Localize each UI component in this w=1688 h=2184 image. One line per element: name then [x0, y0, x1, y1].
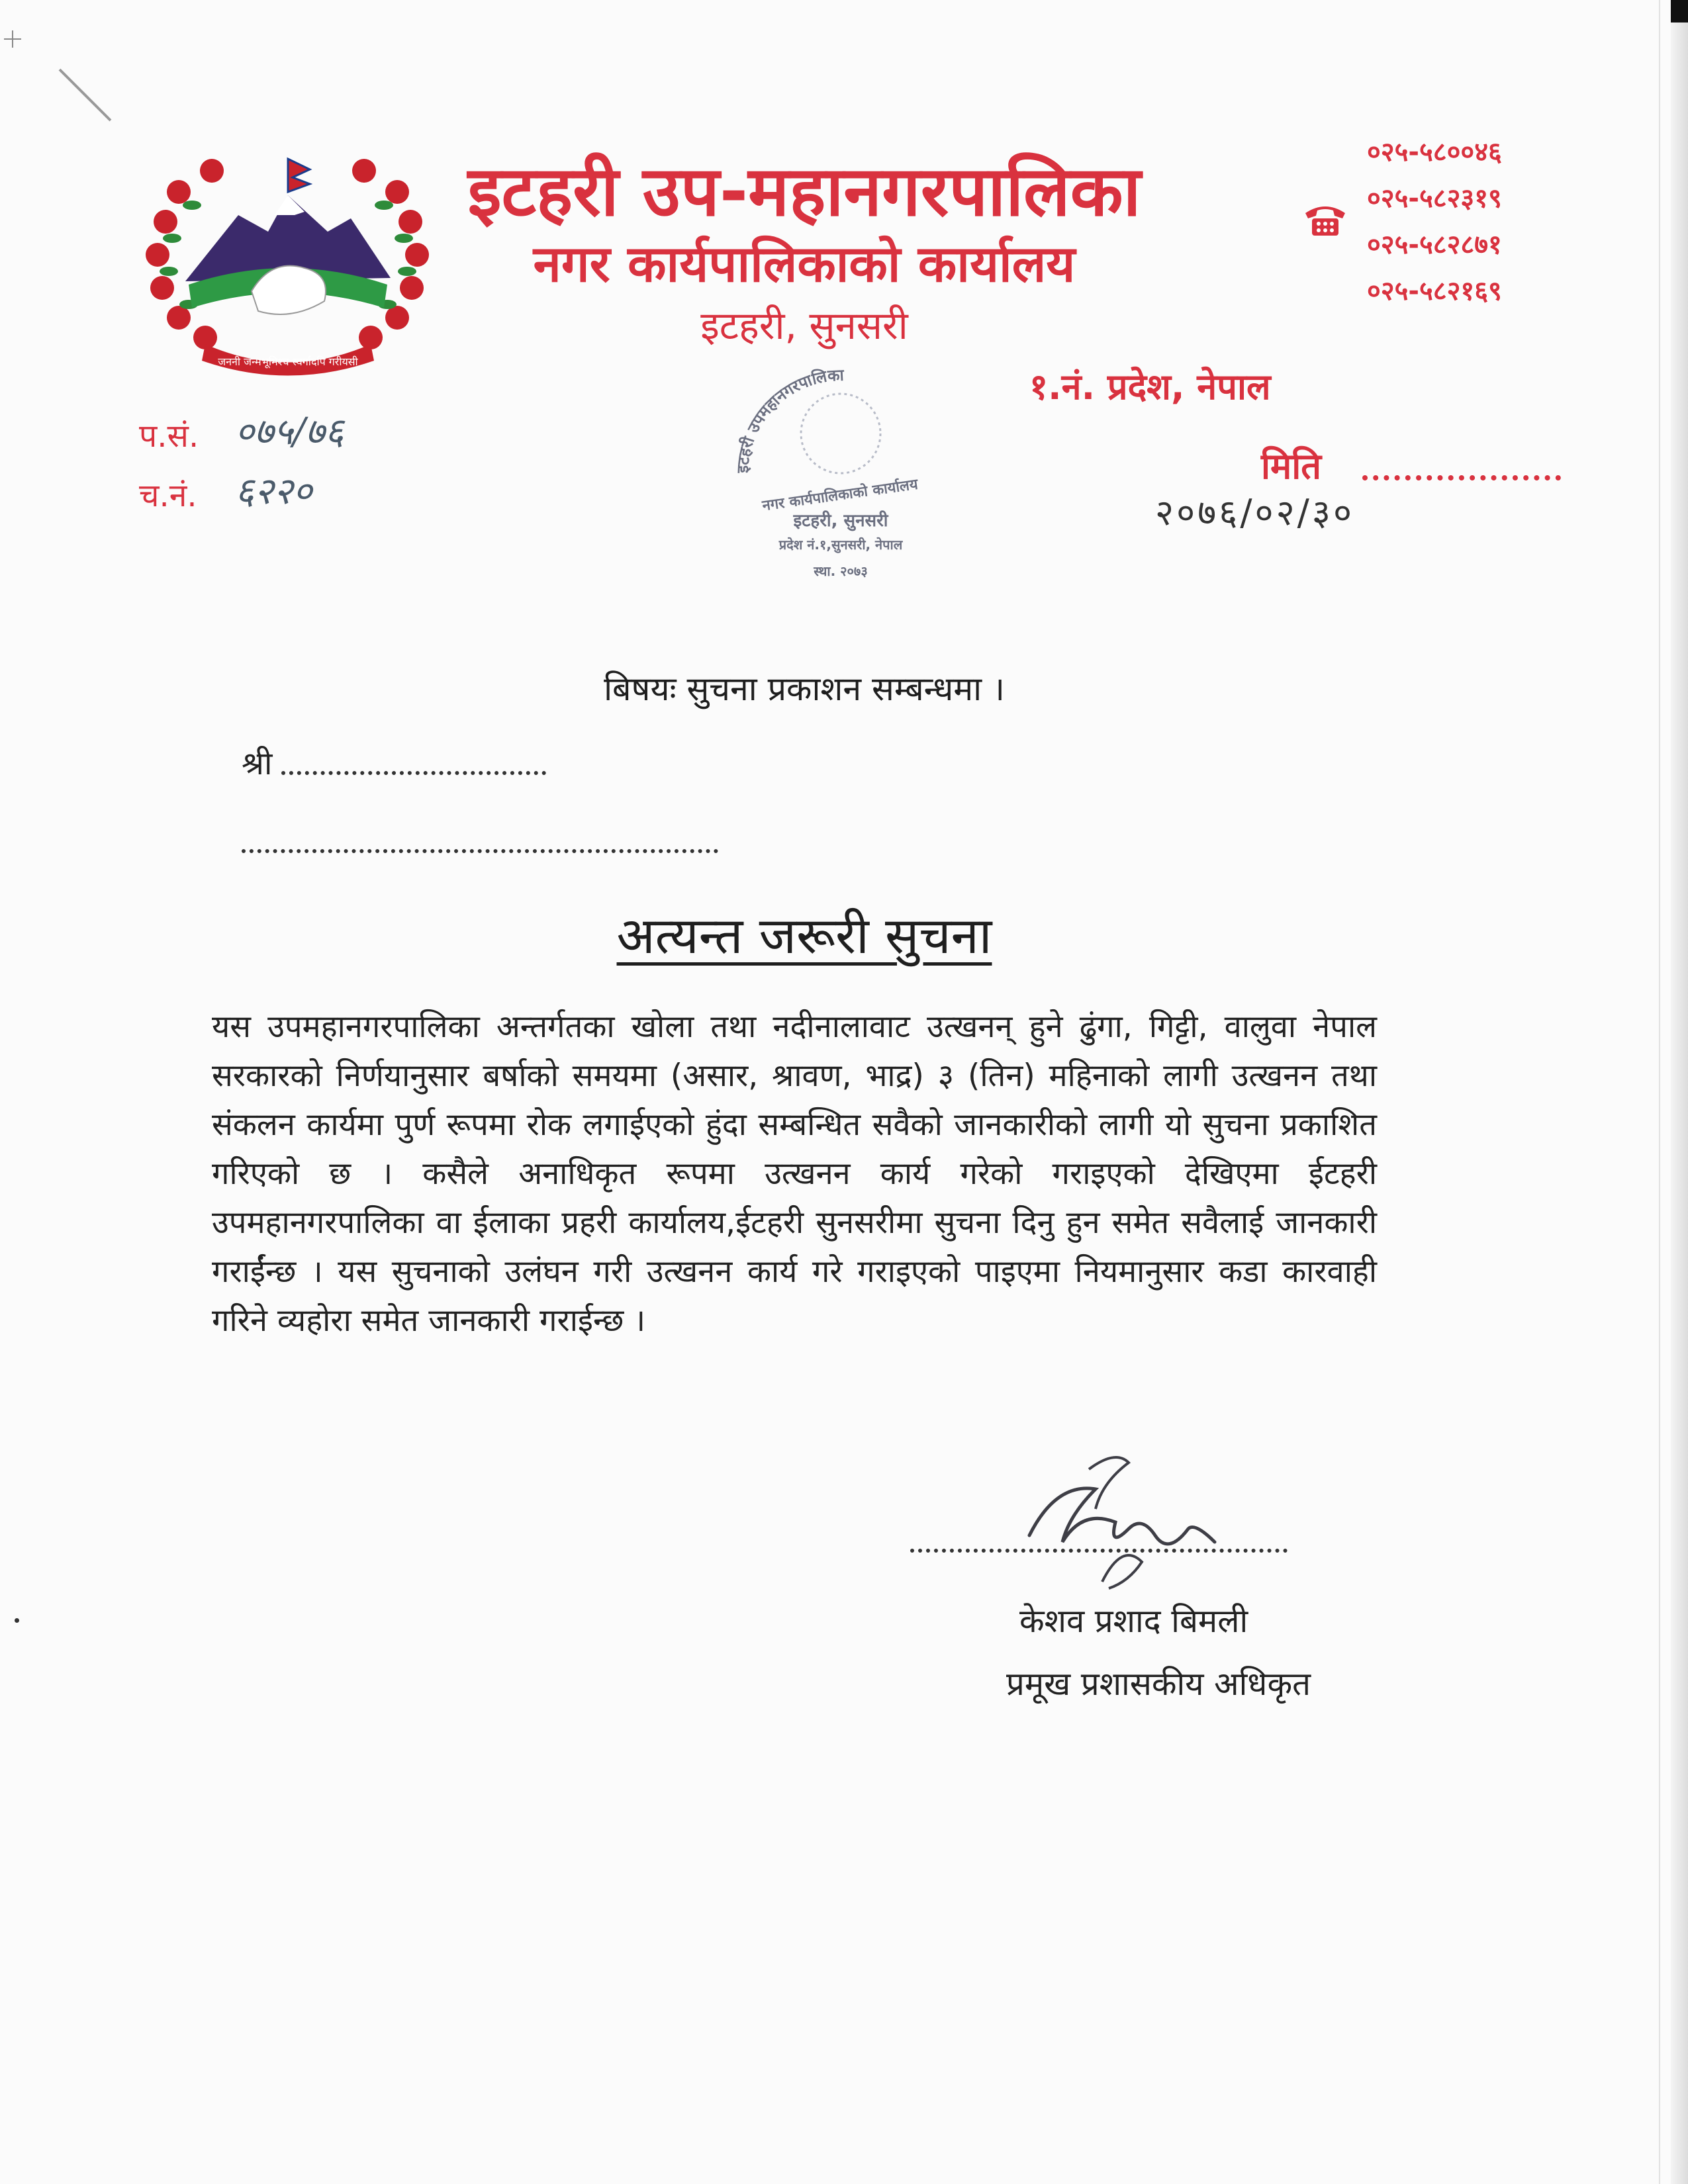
svg-text:इटहरी उपमहानगरपालिका: इटहरी उपमहानगरपालिका — [733, 365, 845, 474]
date-value: २०७६/०२/३० — [1155, 492, 1355, 533]
municipality-title: इटहरी उप-महानगरपालिका — [467, 151, 1141, 232]
handwritten-signature-icon — [1016, 1443, 1235, 1608]
corner-crop-mark-icon — [3, 29, 23, 49]
phone-number: ०२५-५८२१६९ — [1367, 276, 1502, 306]
telephone-icon — [1303, 199, 1348, 238]
ps-handwritten-value: ०७५/७६ — [235, 410, 344, 453]
scan-dust-speck — [15, 1618, 19, 1623]
subject-line: बिषयः सुचना प्रकाशन सम्बन्धमा । — [604, 670, 1005, 708]
date-label: मिति — [1261, 445, 1322, 487]
scan-scratch-mark-icon — [56, 66, 116, 126]
province-line: १.नं. प्रदेश, नेपाल — [1029, 366, 1271, 408]
phone-number: ०२५-५८००४६ — [1367, 137, 1502, 167]
phone-number: ०२५-५८२८७१ — [1367, 230, 1502, 260]
notice-title-text: अत्यन्त जरूरी सुचना — [616, 906, 992, 965]
office-location: इटहरी, सुनसरी — [700, 303, 908, 348]
svg-text:प्रदेश नं.१,सुनसरी, नेपाल: प्रदेश नं.१,सुनसरी, नेपाल — [778, 537, 903, 553]
notice-title — [0, 900, 1648, 968]
phone-number: ०२५-५८२३१९ — [1367, 183, 1502, 214]
office-seal-icon — [722, 347, 960, 599]
svg-text:इटहरी, सुनसरी: इटहरी, सुनसरी — [793, 511, 888, 531]
scan-corner — [1671, 0, 1688, 23]
ps-label: प.सं. — [139, 418, 199, 455]
recipient-address-dotted-line — [242, 823, 718, 853]
svg-text:जननी जन्मभूमिश्च स्वर्गादपि गर: जननी जन्मभूमिश्च स्वर्गादपि गरीयसी — [218, 355, 358, 368]
cn-label: च.नं. — [139, 477, 197, 514]
signatory-name: केशव प्रशाद बिमली — [1019, 1602, 1248, 1640]
recipient-prefix: श्री — [242, 745, 273, 782]
svg-text:स्था. २०७३: स्था. २०७३ — [814, 563, 868, 579]
cn-handwritten-value: ६२२० — [235, 470, 312, 513]
date-dotted-line — [1362, 449, 1561, 480]
svg-text:नगर कार्यपालिकाको कार्यालय: नगर कार्यपालिकाको कार्यालय — [761, 476, 919, 515]
notice-body: यस उपमहानगरपालिका अन्तर्गतका खोला तथा नदीनालावाट उत्खनन् हुने ढुंगा, गिट्टी, वालुवा नेपाल सरकारको निर्णयानुसार बर्षाको समयमा (असार, श्रावण, भाद्र) ३ (तिन) महिनाको लागी उत्खनन तथा संकलन कार्यमा पुर्ण रूपमा रोक लगाईएको हुंदा सम्बन्धित सवैको जानकारीको लागी यो सुचना प्रकाशित गरिएको छ । कसैले अनाधिकृत रूपमा उत्खनन कार्य गरेको गराइएको देखिएमा ईटहरी उपमहानगरपालिका वा ईलाका प्रहरी कार्यालय,ईटहरी सुनसरीमा सुचना दिनु हुन समेत सवैलाई जानकारी गराईंन्छ । यस सुचनाको उलंघन गरी उत्खनन कार्य गरे गराइएको पाइएमा नियमानुसार कडा कारवाही गरिने व्यहोरा समेत जानकारी गराईन्छ । — [212, 1009, 1377, 1339]
office-name: नगर कार्यपालिकाको कार्यालय — [533, 234, 1076, 293]
page-edge-shadow — [1671, 0, 1688, 2184]
phone-numbers — [1367, 129, 1502, 314]
page-fold-line — [1659, 0, 1660, 2184]
recipient-dotted-line — [281, 745, 546, 775]
signatory-title: प्रमूख प्रशासकीय अधिकृत — [1006, 1665, 1311, 1703]
